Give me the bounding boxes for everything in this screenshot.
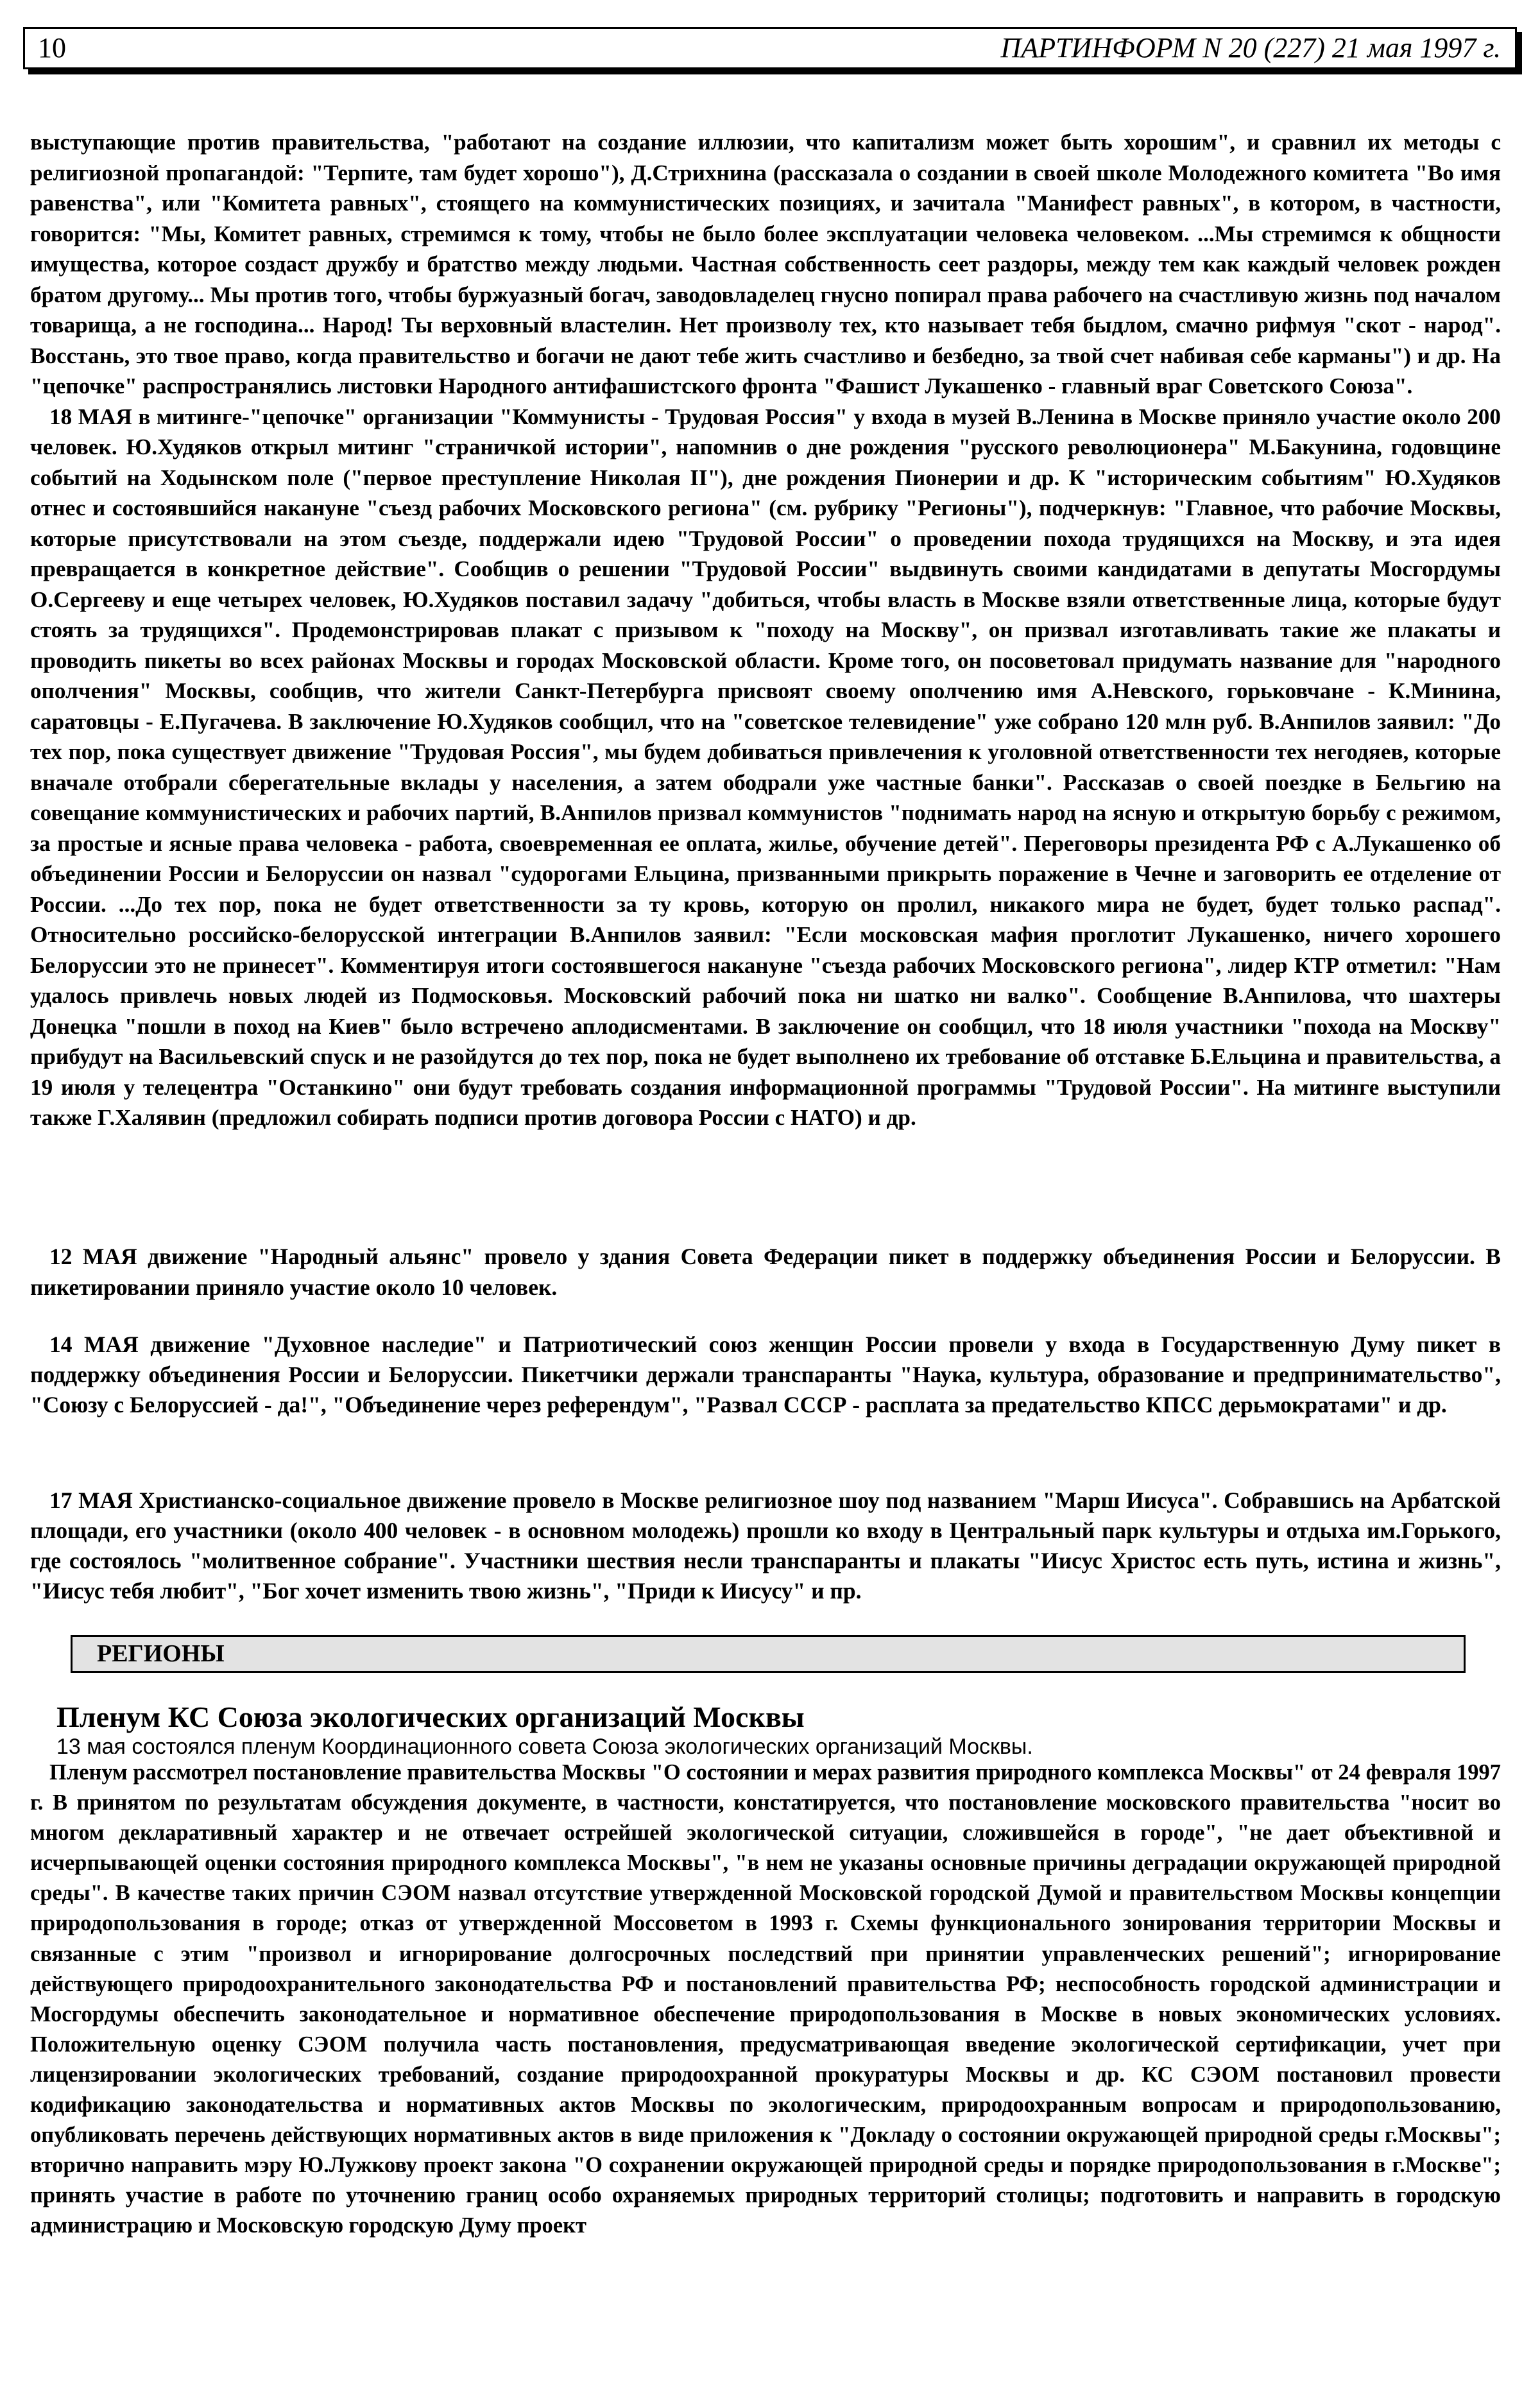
article-may-17-text: 17 МАЯ Христианско-социальное движение провело в Москве религиозное шоу под названием "Марш Иисуса". Собравшись на Арбатской площади, его участники (около 400 человек - в основном молодежь) прошли ко входу в Центральный парк культуры и отдыха им.Горького, где состоялось "молитвенное собрание". Участники шествия несли транспаранты и плакаты "Иисус Христос есть путь, истина и жизнь", "Иисус тебя любит", "Бог хочет изменить твою жизнь", "Приди к Иисусу" и пр. [30, 1487, 1501, 1604]
article-main [30, 127, 1501, 1133]
regions-article-title: Пленум КС Союза экологических организаций Москвы [56, 1701, 805, 1733]
article-may-14 [30, 1330, 1501, 1420]
regions-section-bar [71, 1635, 1466, 1673]
regions-section-label: РЕГИОНЫ [97, 1640, 225, 1667]
regions-article-subtitle: 13 мая состоялся пленум Координационного совета Союза экологических организаций Москвы. [56, 1735, 1033, 1759]
article-may-17 [30, 1486, 1501, 1606]
article-main-paragraph-1: выступающие против правительства, "работают на создание иллюзии, что капитализм может быть хорошим", и сравнил их методы с религиозной пропагандой: "Терпите, там будет хорошо"), Д.Стрихнина (рассказала о создании в своей школе Молодежного комитета "Во имя равенства", или "Комитета равных", стоящего на коммунистических позициях, и зачитала "Манифест равных", в котором, в частности, говорится: "Мы, Комитет равных, стремимся к тому, чтобы не было более эксплуатации человека человеком. ...Мы стремимся к общности имущества, которое создаст дружбу и братство между людьми. Частная собственность сеет раздоры, между тем как каждый человек рожден братом другому... Мы против того, чтобы буржуазный богач, заводовладелец гнусно попирал права рабочего на счастливую жизнь под началом товарища, а не господина... Народ! Ты верховный властелин. Нет произволу тех, кто называет тебя быдлом, смачно рифмуя "скот - народ". Восстань, это твое право, когда правительство и богачи не дают тебе жить счастливо и безбедно, за твой счет набивая себе карманы") и др. На "цепочке" распространялись листовки Народного антифашистского фронта "Фашист Лукашенко - главный враг Советского Союза". [30, 130, 1501, 398]
article-may-12 [30, 1241, 1501, 1303]
page-number: 10 [38, 32, 66, 64]
article-may-12-text: 12 МАЯ движение "Народный альянс" провело у здания Совета Федерации пикет в поддержку объединения России и Белоруссии. В пикетировании приняло участие около 10 человек. [30, 1244, 1501, 1300]
regions-article-text: Пленум рассмотрел постановление правительства Москвы "О состоянии и мерах развития природного комплекса Москвы" от 24 февраля 1997 г. В принятом по результатам обсуждения документе, в частности, констатируется, что постановление московского правительства "носит во многом декларативный характер и не отвечает острейшей экологической ситуации, сложившейся в городе", "не дает объективной и исчерпывающей оценки состояния природного комплекса Москвы", "в нем не указаны основные причины деградации окружающей природной среды". В качестве таких причин СЭОМ назвал отсутствие утвержденной Московской городской Думой и правительством Москвы концепции природопользования в городе; отказ от утвержденной Моссоветом в 1993 г. Схемы функционального зонирования территории Москвы и связанные с этим "произвол и игнорирование долгосрочных последствий при принятии управленческих решений"; игнорирование действующего природоохранительного законодательства РФ и постановлений правительства РФ; неспособность городской администрации и Мосгордумы обеспечить законодательное и нормативное обеспечение природопользования в Москве в новых экономических условиях. Положительную оценку СЭОМ получила часть постановления, предусматривающая введение экологической сертификации, учет при лицензировании экологических требований, создание природоохранной прокуратуры Москвы и др. КС СЭОМ постановил провести кодификацию законодательства и нормативных актов Москвы по экологическим, природоохранным вопросам и природопользованию, опубликовать перечень действующих нормативных актов в виде приложения к "Докладу о состоянии окружающей природной среды г.Москвы"; вторично направить мэру Ю.Лужкову проект закона "О сохранении окружающей природной среды и порядке природопользования в г.Москве"; принять участие в работе по уточнению границ особо охраняемых природных территорий столицы; подготовить и направить в городскую администрацию и Московскую городскую Думу проект [30, 1760, 1501, 2238]
page-header [23, 27, 1517, 69]
article-main-paragraph-2: 18 МАЯ в митинге-"цепочке" организации "Коммунисты - Трудовая Россия" у входа в музей В.Ленина в Москве приняло участие около 200 человек. Ю.Худяков открыл митинг "страничкой истории", напомнив о дне рождения "русского революционера" М.Бакунина, годовщине событий на Ходынском поле ("первое преступление Николая II"), дне рождения Пионерии и др. К "историческим событиям" Ю.Худяков отнес и состоявшийся накануне "съезд рабочих Московского региона" (см. рубрику "Регионы"), подчеркнув: "Главное, что рабочие Москвы, которые присутствовали на этом съезде, поддержали идею "Трудовой России" о проведении похода трудящихся на Москву, и эта идея превращается в конкретное действие". Сообщив о решении "Трудовой России" выдвинуть своими кандидатами в депутаты Мосгордумы О.Сергееву и еще четырех человек, Ю.Худяков поставил задачу "добиться, чтобы власть в Москве взяли ответственные лица, которые будут стоять за трудящихся". Продемонстрировав плакат с призывом к "походу на Москву", он призвал изготавливать такие же плакаты и проводить пикеты во всех районах Москвы и городах Московской области. Кроме того, он посоветовал придумать название для "народного ополчения" Москвы, сообщив, что жители Санкт-Петербурга присвоят своему ополчению имя А.Невского, горьковчане - К.Минина, саратовцы - Е.Пугачева. В заключение Ю.Худяков сообщил, что на "советское телевидение" уже собрано 120 млн руб. В.Анпилов заявил: "До тех пор, пока существует движение "Трудовая Россия", мы будем добиваться привлечения к уголовной ответственности тех негодяев, которые вначале отобрали сберегательные вклады у населения, а затем ободрали уже частные банки". Рассказав о своей поездке в Бельгию на совещание коммунистических и рабочих партий, В.Анпилов призвал коммунистов "поднимать народ на ясную и открытую борьбу с режимом, за простые и ясные права человека - работа, своевременная ее оплата, жилье, обучение детей". Переговоры президента РФ с А.Лукашенко об объединении России и Белоруссии он назвал "судорогами Ельцина, призванными прикрыть поражение в Чечне и заговорить ее отделение от России. ...До тех пор, пока не будет ответственности за ту кровь, которую он пролил, никакого мира не будет, будет только распад". Относительно российско-белорусской интеграции В.Анпилов заявил: "Если московская мафия проглотит Лукашенко, ничего хорошего Белоруссии это не принесет". Комментируя итоги состоявшегося накануне "съезда рабочих Московского региона", лидер КТР отметил: "Нам удалось привлечь новых людей из Подмосковья. Московский рабочий пока ни шатко ни валко". Сообщение В.Анпилова, что шахтеры Донецка "пошли в поход на Киев" было встречено аплодисментами. В заключение он сообщил, что 18 июля участники "похода на Москву" прибудут на Васильевский спуск и не разойдутся до тех пор, пока не будет выполнено их требование об отставке Б.Ельцина и правительства, а 19 июля у телецентра "Останкино" они будут требовать создания информационной программы "Трудовой России". На митинге выступили также Г.Халявин (предложил собирать подписи против договора России с НАТО) и др. [30, 404, 1501, 1130]
regions-article-body [30, 1758, 1501, 2241]
publication-title: ПАРТИНФОРМ N 20 (227) 21 мая 1997 г. [1000, 32, 1501, 64]
article-may-14-text: 14 МАЯ движение "Духовное наследие" и Патриотический союз женщин России провели у входа в Государственную Думу пикет в поддержку объединения России и Белоруссии. Пикетчики держали транспаранты "Наука, культура, образование и предпринимательство", "Союзу с Белоруссией - да!", "Объединение через референдум", "Развал СССР - расплата за предательство КПСС дерьмократами" и др. [30, 1332, 1501, 1418]
